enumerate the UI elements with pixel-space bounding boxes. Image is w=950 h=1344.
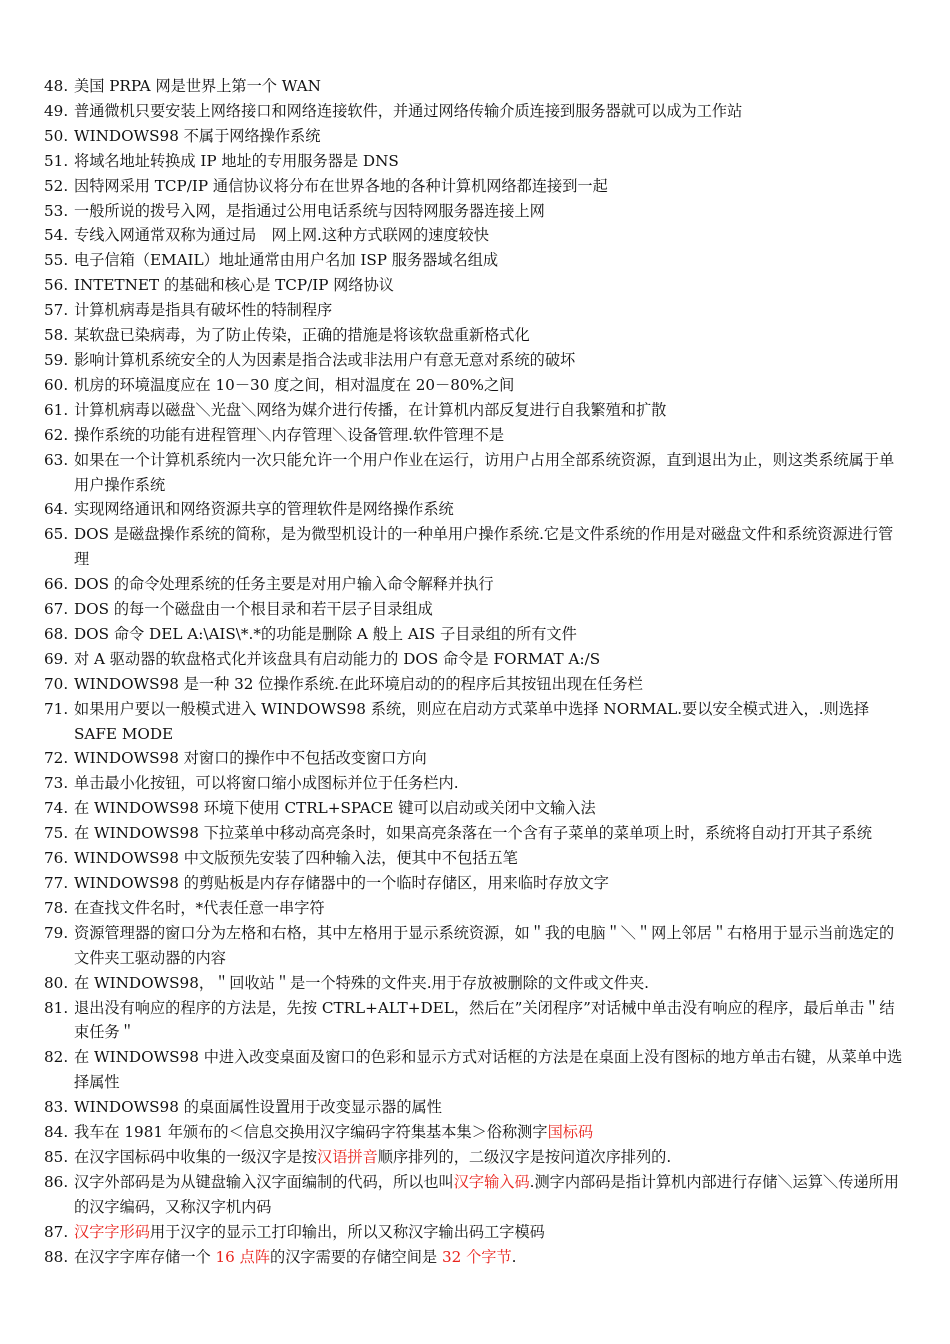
text-run: 在 WINDOWS98 环境下使用 CTRL+SPACE 键可以启动或关闭中文输入法: [74, 799, 596, 818]
list-item: [0, 448, 950, 498]
item-number: 76.: [44, 849, 69, 868]
item-number: 60.: [44, 375, 69, 394]
item-number: 84.: [44, 1123, 69, 1142]
list-item: [0, 273, 950, 298]
text-run: 专线入网通常双称为通过局 网上网.这种方式联网的速度较快: [74, 226, 489, 245]
text-run: WINDOWS98 中文版预先安装了四种输入法，便其中不包括五笔: [74, 849, 518, 868]
item-number: 64.: [44, 500, 69, 519]
item-text: [74, 749, 427, 767]
item-text: [74, 351, 575, 369]
item-text: [74, 650, 600, 668]
item-text: [74, 849, 518, 867]
text-run: 我车在 1981 年颁布的＜信息交换用汉字编码字符集基本集＞俗称测字: [74, 1123, 548, 1142]
text-run: WINDOWS98 的剪贴板是内存存储器中的一个临时存储区，用来临时存放文字: [74, 874, 609, 892]
item-number: 68.: [44, 624, 69, 643]
list-item: [0, 1170, 950, 1220]
item-text: [74, 575, 494, 593]
item-number: 85.: [44, 1147, 69, 1166]
list-item: [0, 1145, 950, 1170]
highlighted-term: 国标码: [547, 1123, 594, 1142]
item-text: [74, 152, 399, 170]
item-text: [74, 1098, 442, 1116]
item-number: 61.: [44, 400, 69, 419]
text-run: WINDOWS98 的桌面属性设置用于改变显示器的属性: [74, 1098, 442, 1117]
item-number: 86.: [44, 1172, 69, 1191]
text-run: .: [511, 1247, 517, 1266]
text-run: 实现网络通讯和网络资源共享的管理软件是网络操作系统: [74, 500, 454, 519]
text-run: 在汉字国标码中收集的一级汉字是按: [74, 1147, 317, 1166]
list-item: [0, 398, 950, 423]
item-text: [74, 226, 489, 244]
list-item: [0, 149, 950, 174]
list-item: [0, 896, 950, 921]
list-item: [0, 572, 950, 597]
text-run: 对 A 驱动器的软盘格式化并该盘具有启动能力的 DOS 命令是 FORMAT A:/S: [74, 649, 601, 668]
item-number: 63.: [44, 450, 69, 469]
item-text: [74, 700, 869, 743]
item-number: 74.: [44, 799, 69, 818]
list-item: [0, 174, 950, 199]
text-run: 如果用户要以一般模式进入 WINDOWS98 系统，则应在启动方式菜单中选择 NORMAL.要以安全模式进入，.则选择 SAFE MODE: [74, 699, 870, 743]
item-text: [74, 301, 332, 319]
list-item: [0, 647, 950, 672]
text-run: .测字内部码是指计算机内部进行存储＼运算＼传递所用的汉字编码，又称汉字机内码: [74, 1172, 899, 1216]
list-item: [0, 821, 950, 846]
item-text: [74, 102, 742, 120]
text-run: 一般所说的拨号入网，是指通过公用电话系统与因特网服务器连接上网: [74, 201, 545, 220]
item-text: [74, 874, 609, 892]
item-number: 88.: [44, 1247, 69, 1266]
list-item: [0, 672, 950, 697]
list-item: [0, 522, 950, 572]
list-item: [0, 771, 950, 796]
text-run: 在 WINDOWS98，＂回收站＂是一个特殊的文件夹.用于存放被删除的文件或文件夹.: [74, 973, 649, 992]
item-text: [74, 127, 320, 145]
text-run: WINDOWS98 对窗口的操作中不包括改变窗口方向: [74, 749, 427, 768]
text-run: WINDOWS98 是一种 32 位操作系统.在此环境启动的的程序后其按钮出现在任务栏: [74, 674, 643, 693]
text-run: 在 WINDOWS98 下拉菜单中移动高亮条时，如果高亮条落在一个含有子菜单的菜单项上时，系统将自动打开其子系统: [74, 824, 872, 843]
item-number: 87.: [44, 1222, 69, 1241]
item-text: [74, 1123, 593, 1141]
text-run: 操作系统的功能有进程管理＼内存管理＼设备管理.软件管理不是: [74, 425, 505, 444]
item-number: 49.: [44, 101, 69, 120]
list-item: [0, 597, 950, 622]
list-item: [0, 1120, 950, 1145]
text-run: DOS 是磁盘操作系统的简称，是为微型机设计的一种单用户操作系统.它是文件系统的作用是对磁盘文件和系统资源进行管理: [74, 525, 894, 569]
item-number: 77.: [44, 874, 69, 892]
text-run: 用于汉字的显示工打印输出，所以又称汉字输出码工字模码: [149, 1222, 545, 1241]
item-number: 81.: [44, 998, 69, 1017]
text-run: 的汉字需要的存储空间是: [270, 1247, 442, 1266]
item-number: 62.: [44, 425, 69, 444]
item-number: 56.: [44, 276, 69, 295]
item-number: 67.: [44, 600, 69, 619]
list-item: [0, 199, 950, 224]
text-run: 普通微机只要安装上网络接口和网络连接软件，并通过网络传输介质连接到服务器就可以成为工作站: [74, 101, 743, 120]
text-run: 汉字外部码是为从键盘输入汉字面编制的代码，所以也叫: [74, 1172, 454, 1191]
list-item: [0, 871, 950, 896]
item-number: 69.: [44, 649, 69, 668]
list-item: [0, 746, 950, 771]
item-number: 55.: [44, 251, 69, 270]
list-item: [0, 796, 950, 821]
list-item: [0, 921, 950, 971]
list-item: [0, 846, 950, 871]
item-text: [74, 600, 433, 618]
text-run: 因特网采用 TCP/IP 通信协议将分布在世界各地的各种计算机网络都连接到一起: [74, 176, 608, 195]
item-text: [74, 799, 596, 817]
text-run: 计算机病毒是指具有破坏性的特制程序: [74, 301, 333, 320]
item-text: [74, 251, 498, 269]
list-item: [0, 1045, 950, 1095]
item-text: [74, 625, 577, 643]
list-item: [0, 99, 950, 124]
highlighted-term: 汉字字形码: [74, 1222, 150, 1241]
list-item: [0, 1220, 950, 1245]
text-run: 在汉字字库存储一个: [74, 1247, 216, 1266]
text-run: 在查找文件名时，*代表任意一串字符: [74, 898, 325, 917]
item-text: [74, 77, 321, 95]
text-run: 计算机病毒以磁盘＼光盘＼网络为媒介进行传播，在计算机内部反复进行自我繁殖和扩散: [74, 400, 667, 419]
item-text: [74, 974, 649, 992]
text-run: 资源管理器的窗口分为左格和右格，其中左格用于显示系统资源，如＂我的电脑＂＼＂网上邻居＂右格用于显示当前选定的文件夹工驱动器的内容: [74, 923, 895, 967]
item-text: [74, 774, 459, 792]
list-item: [0, 1245, 950, 1270]
text-run: 电子信箱（EMAIL）地址通常由用户名加 ISP 服务器域名组成: [74, 251, 499, 270]
item-number: 75.: [44, 824, 69, 843]
list-item: [0, 74, 950, 99]
list-item: [0, 248, 950, 273]
item-text: [74, 326, 530, 344]
text-run: WINDOWS98 不属于网络操作系统: [74, 126, 321, 145]
list-item: [0, 622, 950, 647]
item-text: [74, 177, 608, 195]
numbered-list: [0, 74, 950, 1270]
item-text: [74, 1248, 516, 1266]
item-text: [74, 1223, 545, 1241]
item-text: [74, 401, 666, 419]
item-text: [74, 525, 893, 568]
list-item: [0, 423, 950, 448]
highlighted-term: 汉语拼音: [317, 1147, 378, 1166]
item-number: 79.: [44, 923, 69, 942]
highlighted-term: 16 点阵: [215, 1247, 271, 1266]
item-number: 73.: [44, 774, 69, 793]
text-run: DOS 的命令处理系统的任务主要是对用户输入命令解释并执行: [74, 575, 494, 594]
item-number: 83.: [44, 1098, 69, 1117]
item-number: 59.: [44, 350, 69, 369]
item-number: 48.: [44, 77, 69, 95]
list-item: [0, 971, 950, 996]
text-run: 将域名地址转换成 IP 地址的专用服务器是 DNS: [74, 151, 399, 170]
item-number: 78.: [44, 898, 69, 917]
text-run: 退出没有响应的程序的方法是，先按 CTRL+ALT+DEL，然后在”关闭程序”对话械中单击没有响应的程序，最后单击＂结束任务＂: [74, 998, 895, 1042]
item-text: [74, 899, 325, 917]
item-text: [74, 675, 643, 693]
list-item: [0, 323, 950, 348]
highlighted-term: 32 个字节: [441, 1247, 512, 1266]
item-number: 50.: [44, 126, 69, 145]
item-number: 52.: [44, 176, 69, 195]
item-number: 66.: [44, 575, 69, 594]
item-number: 71.: [44, 699, 69, 718]
text-run: DOS 的每一个磁盘由一个根目录和若干层子目录组成: [74, 600, 433, 619]
text-run: 顺序排列的，二级汉字是按问道次序排列的.: [377, 1147, 672, 1166]
list-item: [0, 497, 950, 522]
item-text: [74, 276, 394, 294]
list-item: [0, 298, 950, 323]
item-text: [74, 1048, 902, 1091]
text-run: 美国 PRPA 网是世界上第一个 WAN: [74, 77, 321, 95]
item-text: [74, 426, 504, 444]
item-number: 58.: [44, 326, 69, 345]
text-run: INTETNET 的基础和核心是 TCP/IP 网络协议: [74, 276, 394, 295]
item-number: 51.: [44, 151, 69, 170]
text-run: 影响计算机系统安全的人为因素是指合法或非法用户有意无意对系统的破坏: [74, 350, 576, 369]
list-item: [0, 348, 950, 373]
item-number: 65.: [44, 525, 69, 544]
item-text: [74, 1148, 671, 1166]
text-run: DOS 命令 DEL A:\AIS\*.*的功能是删除 A 般上 AIS 子目录组的所有文件: [74, 624, 577, 643]
item-text: [74, 500, 454, 518]
item-text: [74, 202, 545, 220]
document-page: [0, 74, 950, 1270]
list-item: [0, 697, 950, 747]
text-run: 在 WINDOWS98 中进入改变桌面及窗口的色彩和显示方式对话框的方法是在桌面上没有图标的地方单击右键，从菜单中选择属性: [74, 1048, 903, 1092]
text-run: 机房的环境温度应在 10－30 度之间，相对温度在 20－80%之间: [74, 375, 515, 394]
item-number: 54.: [44, 226, 69, 245]
list-item: [0, 373, 950, 398]
list-item: [0, 223, 950, 248]
text-run: 如果在一个计算机系统内一次只能允许一个用户作业在运行，访用户占用全部系统资源，直到退出为止，则这类系统属于单用户操作系统: [74, 450, 895, 494]
item-text: [74, 999, 895, 1042]
item-number: 80.: [44, 973, 69, 992]
item-number: 53.: [44, 201, 69, 220]
item-text: [74, 924, 894, 967]
list-item: [0, 996, 950, 1046]
item-text: [74, 451, 894, 494]
list-item: [0, 1095, 950, 1120]
item-number: 70.: [44, 674, 69, 693]
item-number: 72.: [44, 749, 69, 768]
item-text: [74, 376, 514, 394]
item-number: 82.: [44, 1048, 69, 1067]
item-number: 57.: [44, 301, 69, 320]
item-text: [74, 824, 872, 842]
item-text: [74, 1173, 899, 1216]
text-run: 某软盘已染病毒，为了防止传染，正确的措施是将该软盘重新格式化: [74, 326, 530, 345]
highlighted-term: 汉字输入码: [453, 1172, 530, 1191]
text-run: 单击最小化按钮，可以将窗口缩小成图标并位于任务栏内.: [74, 774, 459, 793]
list-item: [0, 124, 950, 149]
